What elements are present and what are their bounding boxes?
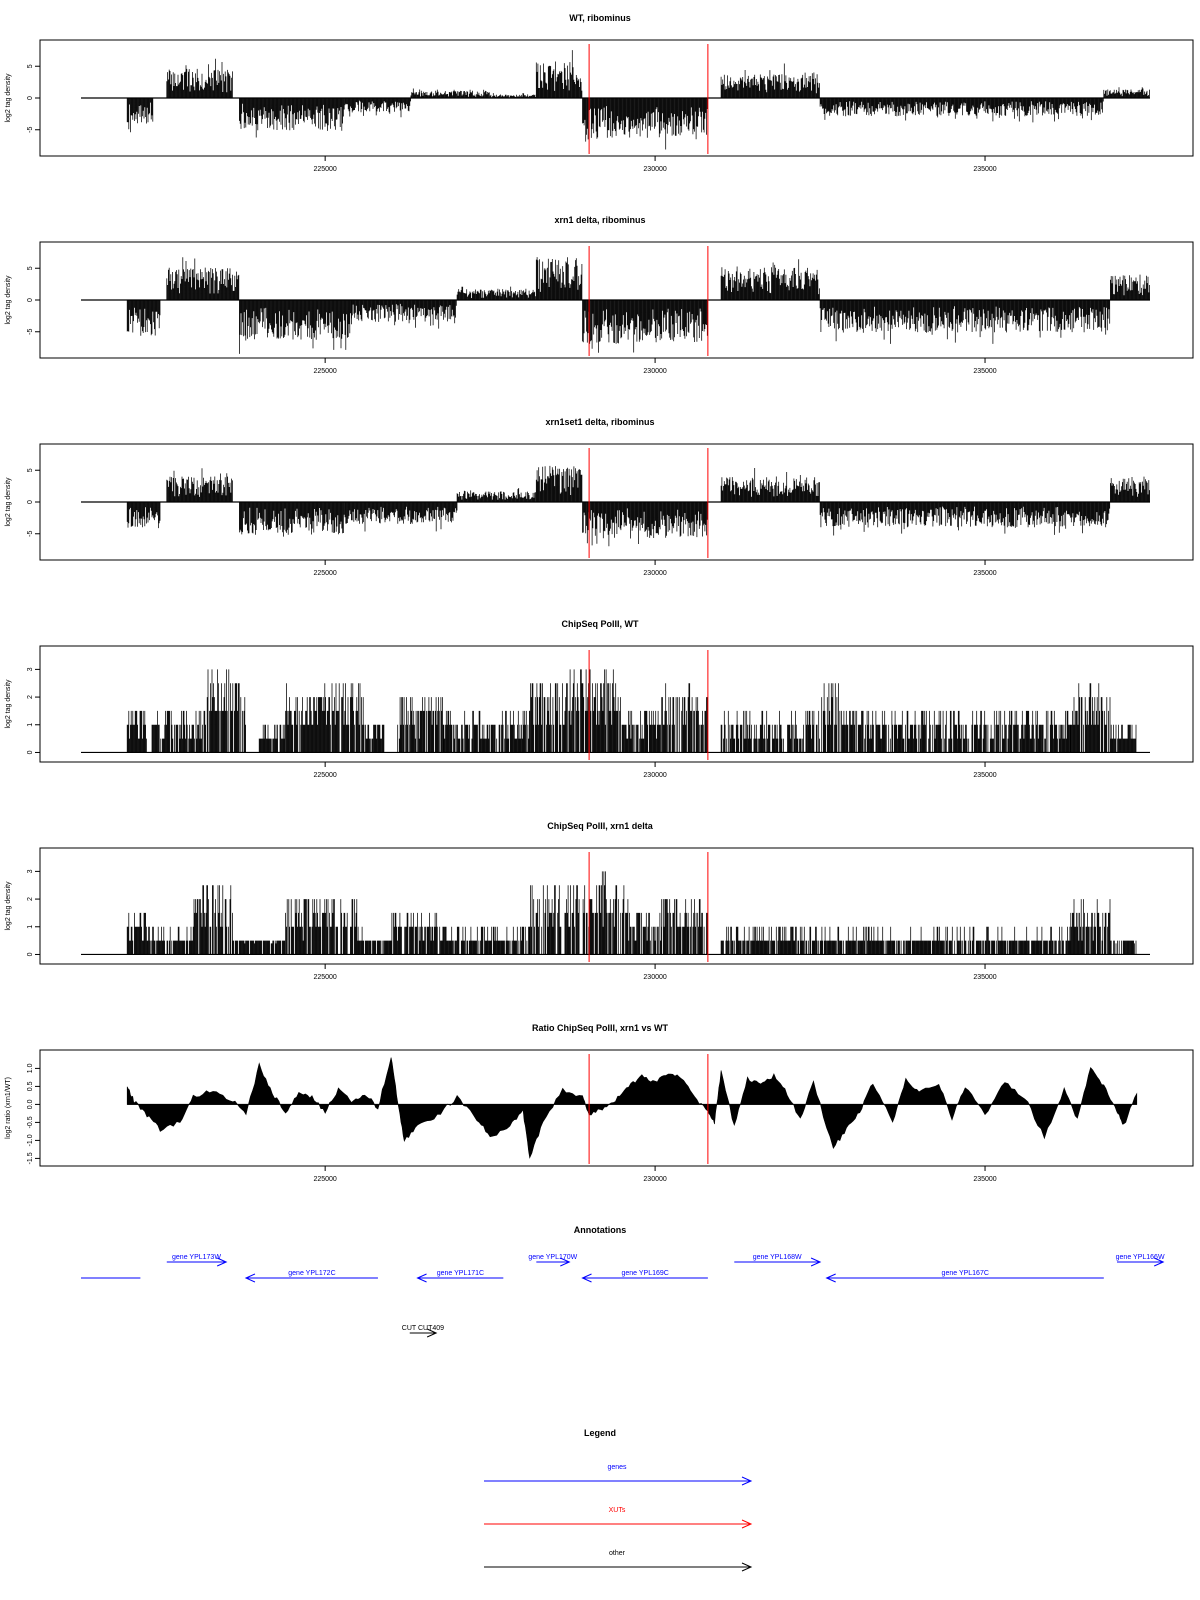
segment-8 <box>721 468 819 502</box>
segment-10 <box>1110 275 1149 300</box>
segment-bars <box>721 711 819 753</box>
gene-arrow-4 <box>418 1270 504 1282</box>
segment-8 <box>437 927 529 955</box>
segment-15 <box>1071 683 1110 752</box>
data-marks <box>81 871 1150 954</box>
y-axis-label: log2 tag density <box>5 73 12 123</box>
segment-6 <box>490 93 536 98</box>
y-tick-label: 3 <box>27 869 34 874</box>
gene-label: gene YPL171C <box>436 1270 485 1277</box>
segment-bars <box>583 300 708 353</box>
gene-label: gene YPL168W <box>752 1254 802 1261</box>
segment-bars <box>233 941 285 955</box>
x-tick-label: 235000 <box>973 570 997 577</box>
segment-bars <box>207 669 245 752</box>
legend-item-3 <box>484 1550 751 1571</box>
segment-bars <box>127 502 160 528</box>
y-tick-label: 3 <box>27 667 34 672</box>
ratio-area <box>127 1058 1137 1158</box>
segment-14 <box>840 711 1070 753</box>
y-tick-label: 2 <box>27 695 34 700</box>
y-tick-label: 5 <box>27 468 34 473</box>
segment-bars <box>167 257 239 300</box>
segment-1 <box>127 913 146 955</box>
panel-3 <box>5 417 1193 577</box>
data-marks <box>81 466 1150 546</box>
panel-2 <box>5 215 1193 375</box>
y-tick-label: 1 <box>27 722 34 727</box>
gene-arrow-3 <box>246 1270 378 1282</box>
segment-bars <box>239 98 344 138</box>
segment-6 <box>358 927 391 955</box>
segment-14 <box>827 927 1071 955</box>
segment-11 <box>1104 87 1150 98</box>
gene-arrow-6 <box>583 1270 708 1282</box>
segment-bars <box>193 885 232 954</box>
annotations-panel <box>81 1225 1165 1337</box>
segment-bars <box>352 300 457 329</box>
y-tick-label: -5 <box>27 328 34 335</box>
segment-5 <box>286 899 358 954</box>
segment-5 <box>366 725 384 753</box>
segment-9 <box>530 885 575 954</box>
segment-5 <box>411 89 489 99</box>
y-tick-label: 0.5 <box>27 1081 34 1092</box>
segment-16 <box>1110 941 1136 955</box>
segment-10 <box>622 711 660 753</box>
segment-bars <box>629 913 662 955</box>
segment-1 <box>127 98 153 132</box>
x-tick-label: 235000 <box>973 166 997 173</box>
gene-arrow-8 <box>827 1270 1104 1282</box>
segment-2 <box>147 927 193 955</box>
segment-bars <box>576 871 628 954</box>
segment-bars <box>127 98 153 132</box>
segment-3 <box>239 300 351 354</box>
data-marks <box>81 50 1150 149</box>
segment-bars <box>536 50 582 98</box>
segment-bars <box>391 913 437 955</box>
segment-4 <box>233 941 285 955</box>
y-tick-label: 2 <box>27 897 34 902</box>
y-tick-label: -1.5 <box>27 1152 34 1165</box>
segment-bars <box>1110 725 1136 753</box>
segment-bars <box>457 488 535 502</box>
y-tick-label: 1.0 <box>27 1063 34 1074</box>
segment-bars <box>345 98 411 117</box>
x-tick-label: 225000 <box>313 166 337 173</box>
segment-2 <box>167 257 239 300</box>
x-tick-label: 225000 <box>313 772 337 779</box>
segment-bars <box>622 711 660 753</box>
segment-6 <box>398 697 444 752</box>
segment-bars <box>239 300 351 354</box>
segment-bars <box>147 927 193 955</box>
x-tick-label: 230000 <box>643 772 667 779</box>
segment-4 <box>352 300 457 329</box>
segment-bars <box>127 300 160 336</box>
gene-arrow-5 <box>528 1254 577 1266</box>
segment-7 <box>583 502 708 546</box>
segment-11 <box>629 913 662 955</box>
gene-label: gene YPL170W <box>528 1254 578 1261</box>
segment-bars <box>536 257 582 300</box>
segment-bars <box>286 899 358 954</box>
x-tick-label: 235000 <box>973 772 997 779</box>
panel-6 <box>5 1023 1193 1183</box>
segment-3 <box>239 502 344 537</box>
segment-bars <box>127 913 146 955</box>
panel-4 <box>5 619 1193 779</box>
segment-bars <box>583 502 708 546</box>
segment-4 <box>345 502 457 532</box>
other-label: CUT CUT409 <box>401 1325 445 1332</box>
segment-9 <box>820 300 1110 344</box>
segment-6 <box>536 257 582 300</box>
segment-bars <box>662 899 708 954</box>
x-tick-label: 235000 <box>973 974 997 981</box>
panel-frame <box>40 1050 1193 1166</box>
segment-bars <box>259 725 285 753</box>
x-tick-label: 230000 <box>643 570 667 577</box>
segment-16 <box>1110 725 1136 753</box>
panel-title: ChipSeq PolII, xrn1 delta <box>547 821 653 831</box>
segment-bars <box>583 98 708 150</box>
other-arrow-1 <box>402 1325 444 1337</box>
y-axis-label: log2 tag density <box>5 477 12 527</box>
segment-5 <box>457 488 535 502</box>
y-tick-label: -5 <box>27 126 34 133</box>
segment-bars <box>840 711 1070 753</box>
segment-bars <box>1071 899 1110 954</box>
segment-bars <box>490 93 536 98</box>
y-tick-label: 0 <box>27 750 34 755</box>
segment-7 <box>391 913 437 955</box>
segment-bars <box>398 697 444 752</box>
gene-arrow-7 <box>734 1254 820 1266</box>
segment-bars <box>1104 87 1150 98</box>
segment-bars <box>820 300 1110 344</box>
segment-3 <box>239 98 344 138</box>
segment-9 <box>820 502 1110 536</box>
panel-1 <box>5 13 1193 173</box>
segment-12 <box>662 899 708 954</box>
y-tick-label: 0.0 <box>27 1099 34 1110</box>
segment-4 <box>345 98 411 117</box>
segment-bars <box>1110 941 1136 955</box>
segment-bars <box>721 259 819 300</box>
segment-bars <box>1110 275 1149 300</box>
legend-panel <box>484 1428 751 1571</box>
segment-bars <box>437 927 529 955</box>
segment-10 <box>576 871 628 954</box>
segment-bars <box>536 466 582 502</box>
x-tick-label: 225000 <box>313 368 337 375</box>
segment-7 <box>444 711 530 753</box>
data-marks <box>81 669 1150 752</box>
segment-13 <box>822 683 839 752</box>
segment-5 <box>457 287 535 300</box>
y-tick-label: 5 <box>27 64 34 69</box>
segment-1 <box>127 502 160 528</box>
data-marks <box>127 1058 1137 1158</box>
segment-bars <box>822 683 839 752</box>
y-tick-label: 0 <box>27 96 34 100</box>
segment-4 <box>286 683 364 752</box>
y-tick-label: 0 <box>27 298 34 302</box>
x-tick-label: 230000 <box>643 974 667 981</box>
segment-bars <box>820 98 1103 122</box>
y-tick-label: 1 <box>27 924 34 929</box>
segment-9 <box>569 669 620 752</box>
x-tick-label: 225000 <box>313 1176 337 1183</box>
gene-arrow-9 <box>1116 1254 1165 1266</box>
track-panels <box>5 13 1193 1183</box>
legend-item-2 <box>484 1507 751 1528</box>
segment-bars <box>127 711 205 753</box>
segment-8 <box>583 98 708 150</box>
segment-bars <box>444 711 530 753</box>
segment-8 <box>721 259 819 300</box>
data-marks <box>81 257 1150 354</box>
y-axis-label: log2 tag density <box>5 679 12 729</box>
panel-title: WT, ribominus <box>569 13 631 23</box>
gene-label: gene YPL172C <box>288 1270 336 1277</box>
segment-1 <box>127 711 205 753</box>
segment-12 <box>721 711 819 753</box>
segment-15 <box>1071 899 1110 954</box>
gene-label: gene YPL173W <box>172 1254 221 1261</box>
y-axis-label: log2 tag density <box>5 275 12 325</box>
segment-6 <box>536 466 582 502</box>
segment-bars <box>721 64 819 99</box>
y-tick-label: 0 <box>27 500 34 504</box>
segment-bars <box>358 927 391 955</box>
legend-label: XUTs <box>608 1507 626 1514</box>
x-tick-label: 230000 <box>643 166 667 173</box>
segment-bars <box>239 502 344 537</box>
segment-2 <box>167 59 233 98</box>
x-tick-label: 230000 <box>643 368 667 375</box>
y-tick-label: -1.0 <box>27 1134 34 1147</box>
segment-bars <box>820 502 1110 536</box>
gene-label: gene YPL166W <box>1115 1254 1165 1261</box>
segment-11 <box>662 683 708 752</box>
legend-title: Legend <box>583 1428 617 1438</box>
segment-bars <box>366 725 384 753</box>
segment-bars <box>457 287 535 300</box>
segment-bars <box>721 927 826 955</box>
y-tick-label: 0 <box>27 952 34 957</box>
x-tick-label: 235000 <box>973 1176 997 1183</box>
segment-7 <box>583 300 708 353</box>
panel-title: xrn1set1 delta, ribominus <box>545 417 655 427</box>
gene-label: gene YPL169C <box>621 1270 669 1277</box>
segment-bars <box>167 468 233 502</box>
segment-7 <box>536 50 582 98</box>
segment-3 <box>193 885 232 954</box>
x-tick-label: 225000 <box>313 974 337 981</box>
segment-bars <box>286 683 364 752</box>
y-axis-label: log2 tag density <box>5 881 12 931</box>
x-tick-label: 230000 <box>643 1176 667 1183</box>
y-tick-label: -5 <box>27 530 34 537</box>
legend-label: other <box>609 1550 625 1557</box>
segment-bars <box>345 502 457 532</box>
segment-3 <box>259 725 285 753</box>
segment-2 <box>167 468 233 502</box>
segment-2 <box>207 669 245 752</box>
segment-bars <box>530 683 569 752</box>
y-tick-label: 5 <box>27 266 34 271</box>
segment-bars <box>167 59 233 98</box>
segment-13 <box>721 927 826 955</box>
segment-10 <box>820 98 1103 122</box>
segment-8 <box>530 683 569 752</box>
segment-bars <box>530 885 575 954</box>
annotations-title: Annotations <box>573 1225 627 1235</box>
segment-9 <box>721 64 819 99</box>
segment-10 <box>1110 477 1149 502</box>
panel-title: Ratio ChipSeq PolII, xrn1 vs WT <box>531 1023 669 1033</box>
legend-label: genes <box>607 1464 627 1471</box>
segment-bars <box>662 683 708 752</box>
gene-arrow-2 <box>167 1254 226 1266</box>
y-axis-label: log2 ratio (xrn1/WT) <box>5 1077 12 1139</box>
gene-label: gene YPL167C <box>941 1270 989 1277</box>
panel-5 <box>5 821 1193 981</box>
segment-1 <box>127 300 160 336</box>
segment-bars <box>569 669 620 752</box>
panel-title: ChipSeq PolII, WT <box>561 619 639 629</box>
legend-item-1 <box>484 1464 751 1485</box>
segment-bars <box>827 927 1071 955</box>
segment-bars <box>1071 683 1110 752</box>
segment-bars <box>411 89 489 99</box>
segment-bars <box>721 468 819 502</box>
x-tick-label: 225000 <box>313 570 337 577</box>
y-tick-label: -0.5 <box>27 1116 34 1129</box>
panel-title: xrn1 delta, ribominus <box>554 215 646 225</box>
segment-bars <box>1110 477 1149 502</box>
x-tick-label: 235000 <box>973 368 997 375</box>
